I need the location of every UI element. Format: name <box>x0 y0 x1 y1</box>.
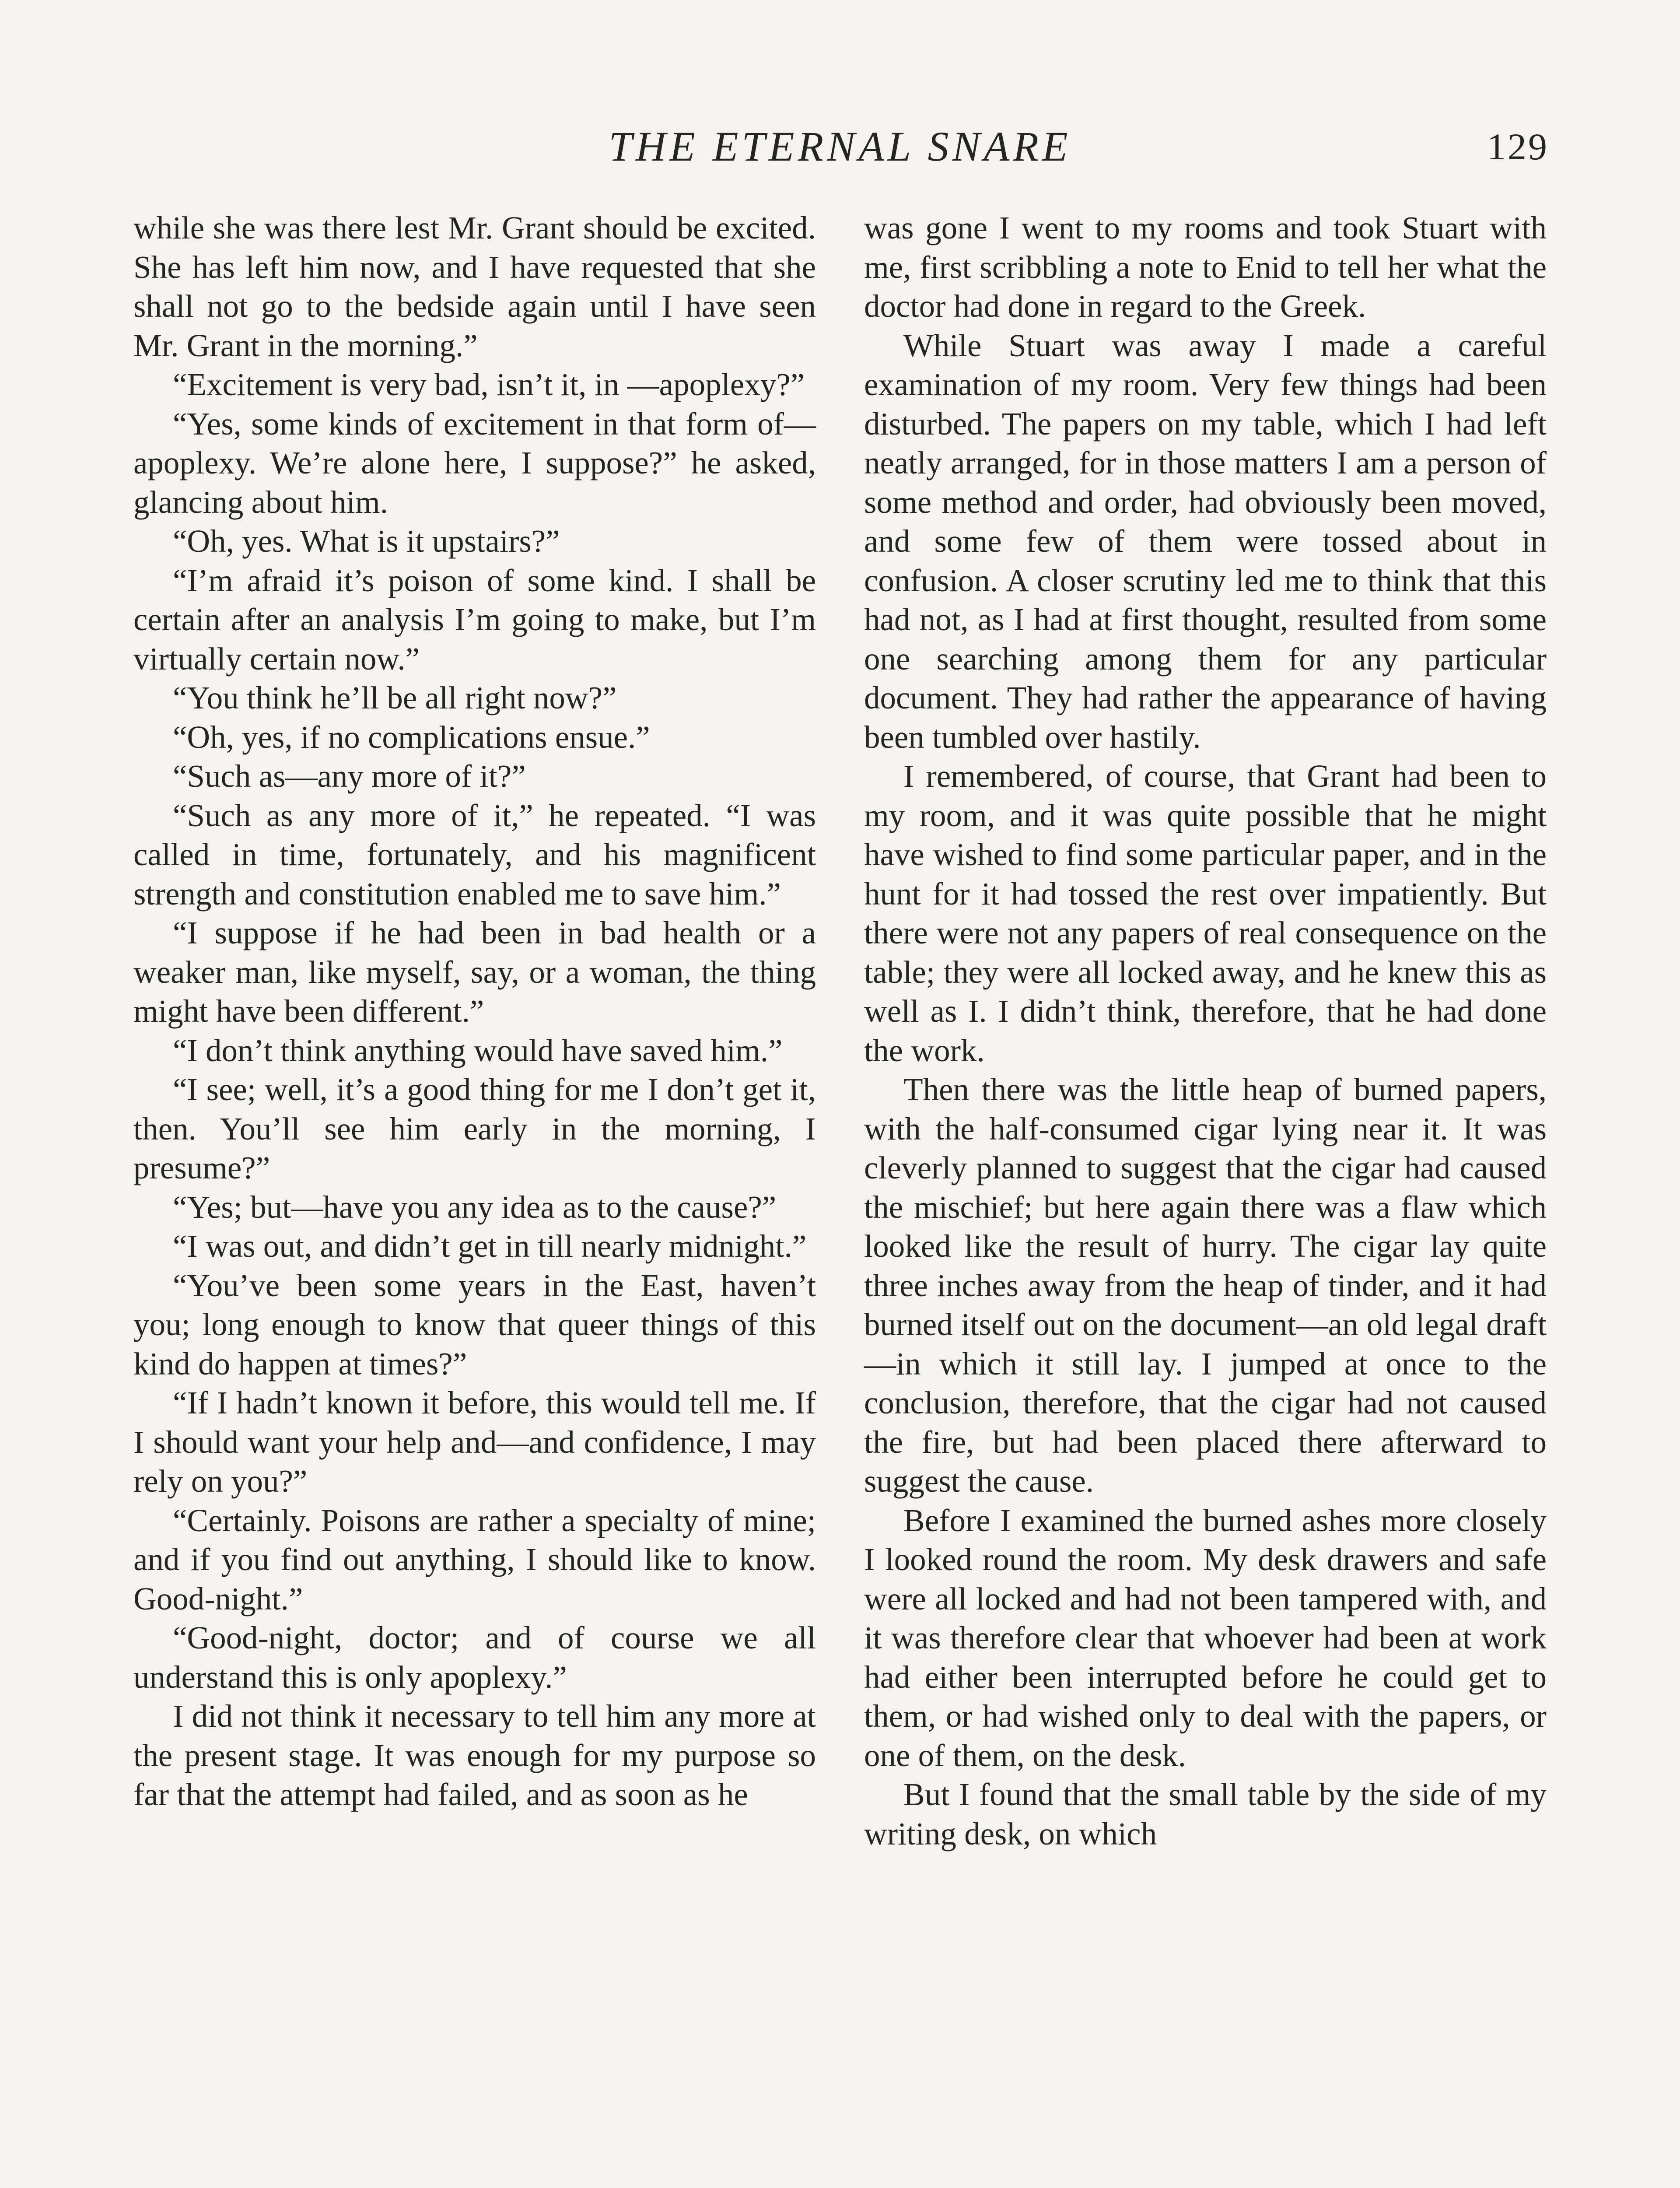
paragraph: While Stuart was away I made a careful examination of my room. Very few things had been disturbed. The papers on my table, which I had left neatly arranged, for in those matters I am a person of some method and order, had obviously been moved, and some few of them were tossed about in confusion. A closer scrutiny led me to think that this had not, as I had at first thought, resulted from some one searching among them for any particular document. They had rather the appearance of having been tumbled over hastily. <box>864 327 1547 755</box>
paragraph: “Yes, some kinds of excitement in that form of—apoplexy. We’re alone here, I suppose?” he asked, glancing about him. <box>133 406 816 520</box>
paragraph: “Yes; but—have you any idea as to the cause?” <box>173 1189 777 1225</box>
paragraph: “I was out, and didn’t get in till nearly midnight.” <box>173 1228 807 1264</box>
left-column <box>133 208 816 1814</box>
paragraph: But I found that the small table by the side of my writing desk, on which <box>864 1777 1547 1851</box>
right-column <box>864 208 1547 1853</box>
paragraph: “I’m afraid it’s poison of some kind. I shall be certain after an analysis I’m going to make, but I’m virtually certain now.” <box>133 562 816 677</box>
paragraph: I remembered, of course, that Grant had been to my room, and it was quite possible that he might have wished to find some particular paper, and in the hunt for it had tossed the rest over impatiently. But there were not any papers of real consequence on the table; they were all locked away, and he knew this as well as I. I didn’t think, therefore, that he had done the work. <box>864 758 1547 1068</box>
paragraph: “If I hadn’t known it before, this would tell me. If I should want your help and—and confidence, I may rely on you?” <box>133 1385 816 1499</box>
paragraph: “I suppose if he had been in bad health or a weaker man, like myself, say, or a woman, the thing might have been different.” <box>133 915 816 1029</box>
paragraph: “Excitement is very bad, isn’t it, in —apoplexy?” <box>173 367 805 402</box>
paragraph: “You’ve been some years in the East, haven’t you; long enough to know that queer things of this kind do happen at times?” <box>133 1267 816 1382</box>
paragraph: “You think he’ll be all right now?” <box>173 680 617 715</box>
paragraph: “Certainly. Poisons are rather a specialty of mine; and if you find out anything, I should like to know. Good-night.” <box>133 1502 816 1616</box>
paragraph: “Oh, yes, if no complications ensue.” <box>173 719 650 755</box>
page-number: 129 <box>1487 126 1549 168</box>
paragraph: “Oh, yes. What is it upstairs?” <box>173 523 560 559</box>
paragraph: Before I examined the burned ashes more closely I looked round the room. My desk drawers and safe were all locked and had not been tampered with, and it was therefore clear that whoever had been at work had either been interrupted before he could get to them, or had wished only to deal with the papers, or one of them, on the desk. <box>864 1502 1547 1773</box>
paragraph: “I see; well, it’s a good thing for me I don’t get it, then. You’ll see him early in the morning, I presume?” <box>133 1072 816 1185</box>
paragraph: “Such as any more of it,” he repeated. “I was called in time, fortunately, and his magnificent strength and constitution enabled me to save him.” <box>133 797 816 912</box>
paragraph: “Good-night, doctor; and of course we all understand this is only apoplexy.” <box>133 1620 816 1695</box>
paragraph: was gone I went to my rooms and took Stuart with me, first scribbling a note to Enid to tell her what the doctor had done in regard to the Greek. <box>864 210 1547 324</box>
paragraph: “Such as—any more of it?” <box>173 758 526 794</box>
paragraph: Then there was the little heap of burned papers, with the half-consumed cigar lying near it. It was cleverly planned to suggest that the cigar had caused the mischief; but here again there was a flaw which looked like the result of hurry. The cigar lay quite three inches away from the heap of tinder, and it had burned itself out on the document—an old legal draft—in which it still lay. I jumped at once to the conclusion, therefore, that the cigar had not caused the fire, but had been placed there afterward to suggest the cause. <box>864 1072 1547 1499</box>
paragraph: I did not think it necessary to tell him any more at the present stage. It was enough for my purpose so far that the attempt had failed, and as soon as he <box>133 1698 816 1812</box>
paragraph: “I don’t think anything would have saved him.” <box>173 1032 783 1068</box>
paragraph: while she was there lest Mr. Grant should be excited. She has left him now, and I have requested that she shall not go to the bedside again until I have seen Mr. Grant in the morning.” <box>133 210 816 363</box>
running-title: THE ETERNAL SNARE <box>609 123 1071 170</box>
page-header <box>131 118 1549 175</box>
